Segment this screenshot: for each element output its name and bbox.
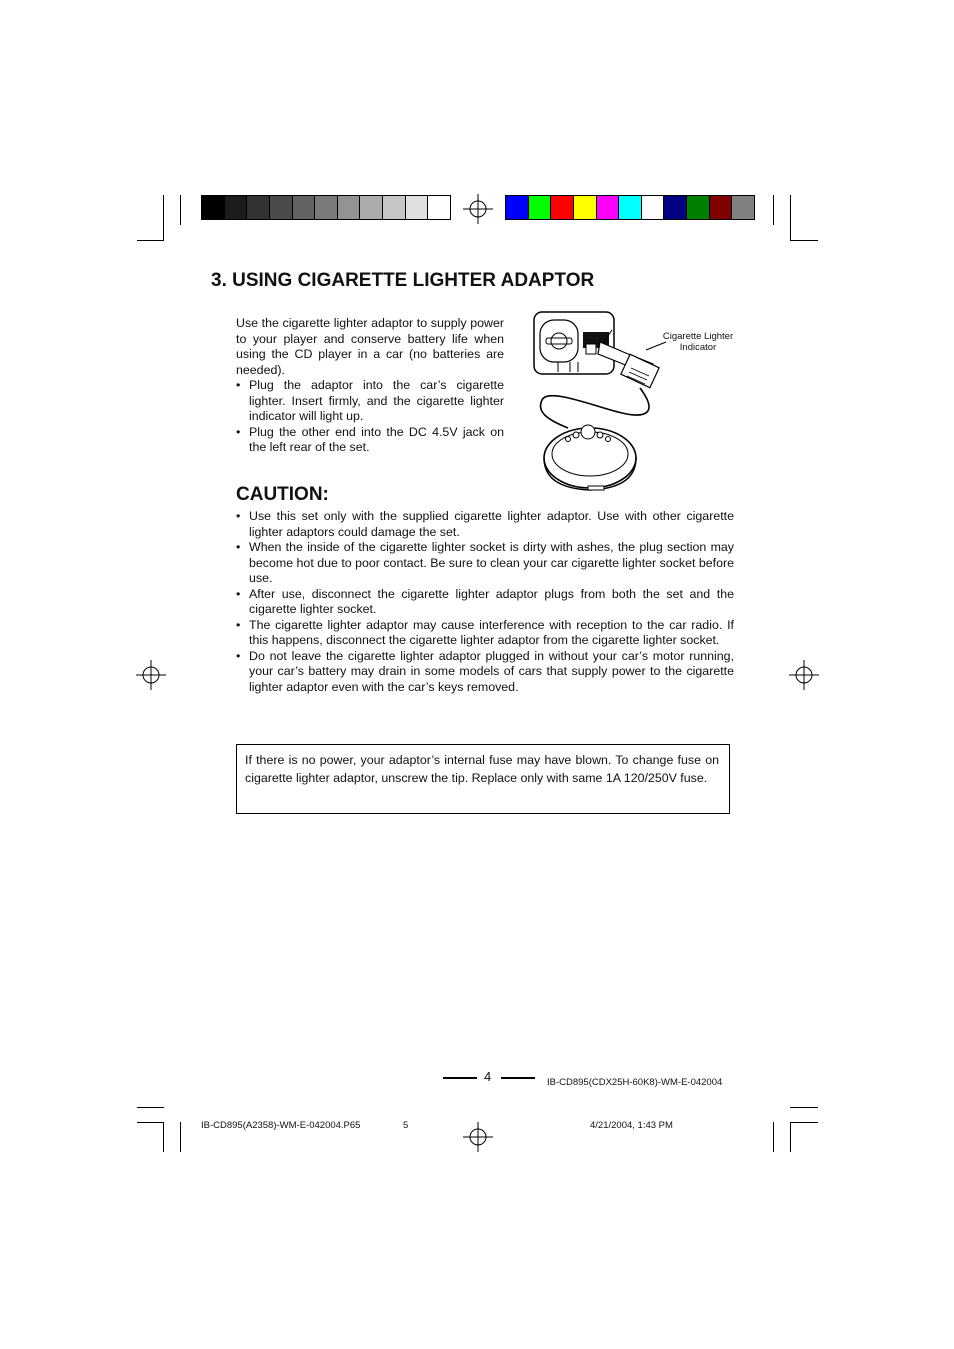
indicator-callout [650,331,746,353]
intro-paragraph: Use the cigarette lighter adaptor to supply power to your player and conserve battery life when using the CD player in a car (no batteries are needed). [236,316,504,377]
registration-mark-top [463,194,493,224]
registration-mark-left [136,660,166,690]
color-swatch [709,196,732,219]
caution-item: • Do not leave the cigarette lighter adaptor plugged in without your car’s motor running, your car’s battery may drain in some models of cars that supply power to the cigarette lighter adaptor even with the car’s keys removed. [236,649,734,696]
page-number-rule-right [501,1077,535,1079]
caution-item: • After use, disconnect the cigarette lighter adaptor plugs from both the set and the cigarette lighter socket. [236,587,734,618]
color-swatch [573,196,596,219]
color-swatch [506,196,528,219]
model-code: IB-CD895(CDX25H-60K8)-WM-E-042004 [547,1077,723,1088]
callout-line2: Indicator [679,342,717,353]
color-swatch [663,196,686,219]
page-number: 4 [484,1069,492,1084]
gray-swatch [314,196,337,219]
color-swatch [618,196,641,219]
fuse-note-box: If there is no power, your adaptor’s internal fuse may have blown. To change fuse on cigarette lighter adaptor, unscrew the tip. Replace only with same 1A 120/250V fuse. [236,744,730,814]
steps-list [236,378,504,456]
gray-swatch [292,196,315,219]
step-item: • Plug the other end into the DC 4.5V jack on the left rear of the set. [236,425,504,456]
gray-swatch [337,196,360,219]
page-number-rule-left [443,1077,477,1079]
gray-swatch [359,196,382,219]
color-swatch [641,196,664,219]
page-title: 3. USING CIGARETTE LIGHTER ADAPTOR [211,270,595,291]
caution-list [236,509,734,695]
gray-swatch [427,196,450,219]
color-swatch [528,196,551,219]
caution-item: • When the inside of the cigarette lighter socket is dirty with ashes, the plug section may become hot due to poor contact. Be sure to clean your car cigarette lighter socket before use. [236,540,734,587]
gray-swatch [269,196,292,219]
footer-filename: IB-CD895(A2358)-WM-E-042004.P65 [201,1120,361,1131]
gray-swatch [246,196,269,219]
step-item: • Plug the adaptor into the car’s cigarette lighter. Insert firmly, and the cigarette lighter indicator will light up. [236,378,504,425]
caution-item: • Use this set only with the supplied cigarette lighter adaptor. Use with other cigarette lighter adaptors could damage the set. [236,509,734,540]
grayscale-calibration-bar [201,195,451,220]
color-swatch [731,196,754,219]
footer-sheet-number: 5 [403,1120,409,1131]
color-swatch [596,196,619,219]
color-swatch [686,196,709,219]
color-calibration-bar [505,195,755,220]
footer-datetime: 4/21/2004, 1:43 PM [590,1120,673,1131]
gray-swatch [224,196,247,219]
gray-swatch [382,196,405,219]
caution-item: • The cigarette lighter adaptor may cause interference with reception to the car radio. If this happens, disconnect the cigarette lighter adaptor from the cigarette lighter socket. [236,618,734,649]
gray-swatch [202,196,224,219]
color-swatch [550,196,573,219]
registration-mark-bottom [463,1122,493,1152]
callout-line1: Cigarette Lighter [662,331,734,342]
caution-heading: CAUTION: [236,484,329,505]
registration-mark-right [789,660,819,690]
intro-section [236,316,504,456]
gray-swatch [405,196,428,219]
